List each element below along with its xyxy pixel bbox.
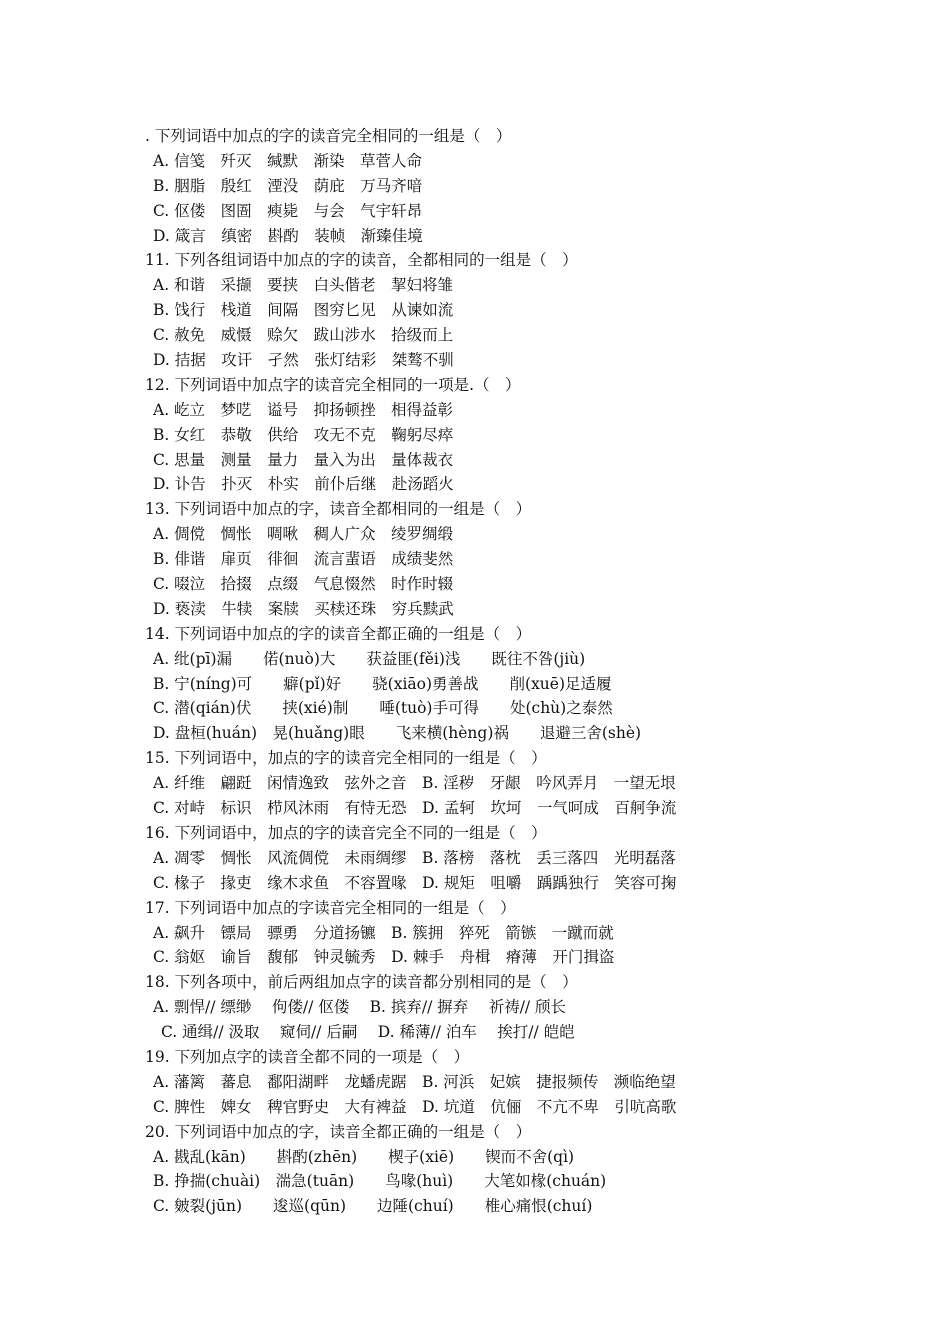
option-a-b: A. 藩篱 蕃息 鄱阳湖畔 龙蟠虎踞 B. 河浜 妃嫔 捷报频传 濒临绝望 xyxy=(153,1072,676,1091)
question-stem: 13. 下列词语中加点的字，读音全都相同的一组是（ ） xyxy=(145,500,532,519)
option-a: A. 倜傥 惆怅 啁啾 稠人广众 绫罗绸缎 xyxy=(153,525,454,544)
option-c-d: C. 通缉// 汲取 窥伺// 后嗣 D. 稀薄// 泊车 挨打// 皑皑 xyxy=(161,1023,575,1042)
question-stem: 11. 下列各组词语中加点的字的读音，全都相同的一组是（ ） xyxy=(145,251,578,270)
option-c: C. 赦免 威慑 赊欠 跋山涉水 拾级而上 xyxy=(153,326,454,345)
option-b: B. 俳谐 扉页 徘徊 流言蜚语 成绩斐然 xyxy=(153,550,454,569)
option-b: B. 挣揣(chuài) 湍急(tuān) 鸟喙(huì) 大笔如椽(chuán) xyxy=(153,1172,607,1191)
option-c-d: C. 翁妪 谕旨 馥郁 钟灵毓秀 D. 棘手 舟楫 瘠薄 开门揖盗 xyxy=(153,948,615,967)
option-a: A. 戡乱(kān) 斟酌(zhēn) 楔子(xiē) 锲而不舍(qì) xyxy=(153,1147,575,1166)
option-b: B. 宁(níng)可 癖(pǐ)好 骁(xiāo)勇善战 削(xuē)足适履 xyxy=(153,674,612,693)
option-a: A. 屹立 梦呓 谥号 抑扬顿挫 相得益彰 xyxy=(153,400,454,419)
option-c: C. 啜泣 拾掇 点缀 气息惙然 时作时辍 xyxy=(153,575,454,594)
option-a: A. 纰(pī)漏 偌(nuò)大 获益匪(fěi)浅 既往不咎(jiù) xyxy=(153,649,586,668)
question-block xyxy=(145,622,905,746)
question-stem: 14. 下列词语中加点的字的读音全都正确的一组是（ ） xyxy=(145,624,532,643)
option-c-d: C. 椽子 掾吏 缘木求鱼 不容置喙 D. 规矩 咀嚼 踽踽独行 笑容可掬 xyxy=(153,873,677,892)
option-d: D. 盘桓(huán) 晃(huǎng)眼 飞来横(hèng)祸 退避三舍(shè) xyxy=(153,724,642,743)
option-a: A. 和谐 采撷 要挟 白头偕老 挈妇将雏 xyxy=(153,276,454,295)
question-block xyxy=(145,1045,905,1120)
question-block xyxy=(145,896,905,971)
option-d: D. 讣告 扑灭 朴实 前仆后继 赴汤蹈火 xyxy=(153,475,454,494)
option-c: C. 思量 测量 量力 量入为出 量体裁衣 xyxy=(153,450,454,469)
question-stem: 18. 下列各项中，前后两组加点字的读音都分别相同的是（ ） xyxy=(145,973,578,992)
question-list xyxy=(145,124,905,1219)
option-b: B. 饯行 栈道 间隔 图穷匕见 从谏如流 xyxy=(153,301,454,320)
question-block xyxy=(145,821,905,896)
option-b: B. 女红 恭敬 供给 攻无不克 鞠躬尽瘁 xyxy=(153,425,454,444)
option-a: A. 信笺 歼灭 缄默 渐染 草菅人命 xyxy=(153,151,423,170)
question-stem: 16. 下列词语中，加点的字的读音完全不同的一组是（ ） xyxy=(145,823,547,842)
question-block xyxy=(145,497,905,621)
option-d: D. 亵渎 牛犊 案牍 买椟还珠 穷兵黩武 xyxy=(153,599,454,618)
question-stem: 20. 下列词语中加点的字，读音全都正确的一组是（ ） xyxy=(145,1122,532,1141)
question-block xyxy=(145,746,905,821)
question-stem: 19. 下列加点字的读音全都不同的一项是（ ） xyxy=(145,1047,470,1066)
question-block xyxy=(145,373,905,497)
option-d: D. 箴言 缜密 斟酌 装帧 渐臻佳境 xyxy=(153,226,423,245)
question-block xyxy=(145,970,905,1045)
option-b: B. 胭脂 殷红 湮没 荫庇 万马齐喑 xyxy=(153,176,423,195)
question-stem: 12. 下列词语中加点字的读音完全相同的一项是.（ ） xyxy=(145,375,521,394)
option-c: C. 皴裂(jūn) 逡巡(qūn) 边陲(chuí) 椎心痛恨(chuí) xyxy=(153,1197,593,1216)
option-a-b: A. 凋零 惆怅 风流倜傥 未雨绸缪 B. 落榜 落枕 丢三落四 光明磊落 xyxy=(153,848,676,867)
question-stem: . 下列词语中加点的字的读音完全相同的一组是（ ） xyxy=(145,127,512,145)
option-c-d: C. 脾性 婢女 稗官野史 大有裨益 D. 坑道 伉俪 不亢不卑 引吭高歌 xyxy=(153,1097,677,1116)
option-c-d: C. 对峙 标识 栉风沐雨 有恃无恐 D. 孟轲 坎坷 一气呵成 百舸争流 xyxy=(153,799,677,818)
question-stem: 15. 下列词语中，加点的字的读音完全相同的一组是（ ） xyxy=(145,749,547,768)
question-block xyxy=(145,1120,905,1220)
option-a-b: A. 纤维 翩跹 闲情逸致 弦外之音 B. 淫秽 牙龈 吟风弄月 一望无垠 xyxy=(153,774,676,793)
option-a-b: A. 剽悍// 缥缈 佝偻// 伛偻 B. 摈弃// 摒弃 祈祷// 颀长 xyxy=(153,998,567,1017)
question-block xyxy=(145,124,905,248)
option-d: D. 拮据 攻讦 孑然 张灯结彩 桀骜不驯 xyxy=(153,351,454,370)
option-c: C. 伛偻 图圄 瘐毙 与会 气宇轩昂 xyxy=(153,201,423,220)
question-block xyxy=(145,248,905,372)
option-a-b: A. 飙升 镖局 骠勇 分道扬镳 B. 簇拥 猝死 箭镞 一蹴而就 xyxy=(153,923,614,942)
option-c: C. 潜(qián)伏 挟(xié)制 唾(tuò)手可得 处(chù)之泰然 xyxy=(153,699,613,718)
question-stem: 17. 下列词语中加点的字读音完全相同的一组是（ ） xyxy=(145,898,516,917)
